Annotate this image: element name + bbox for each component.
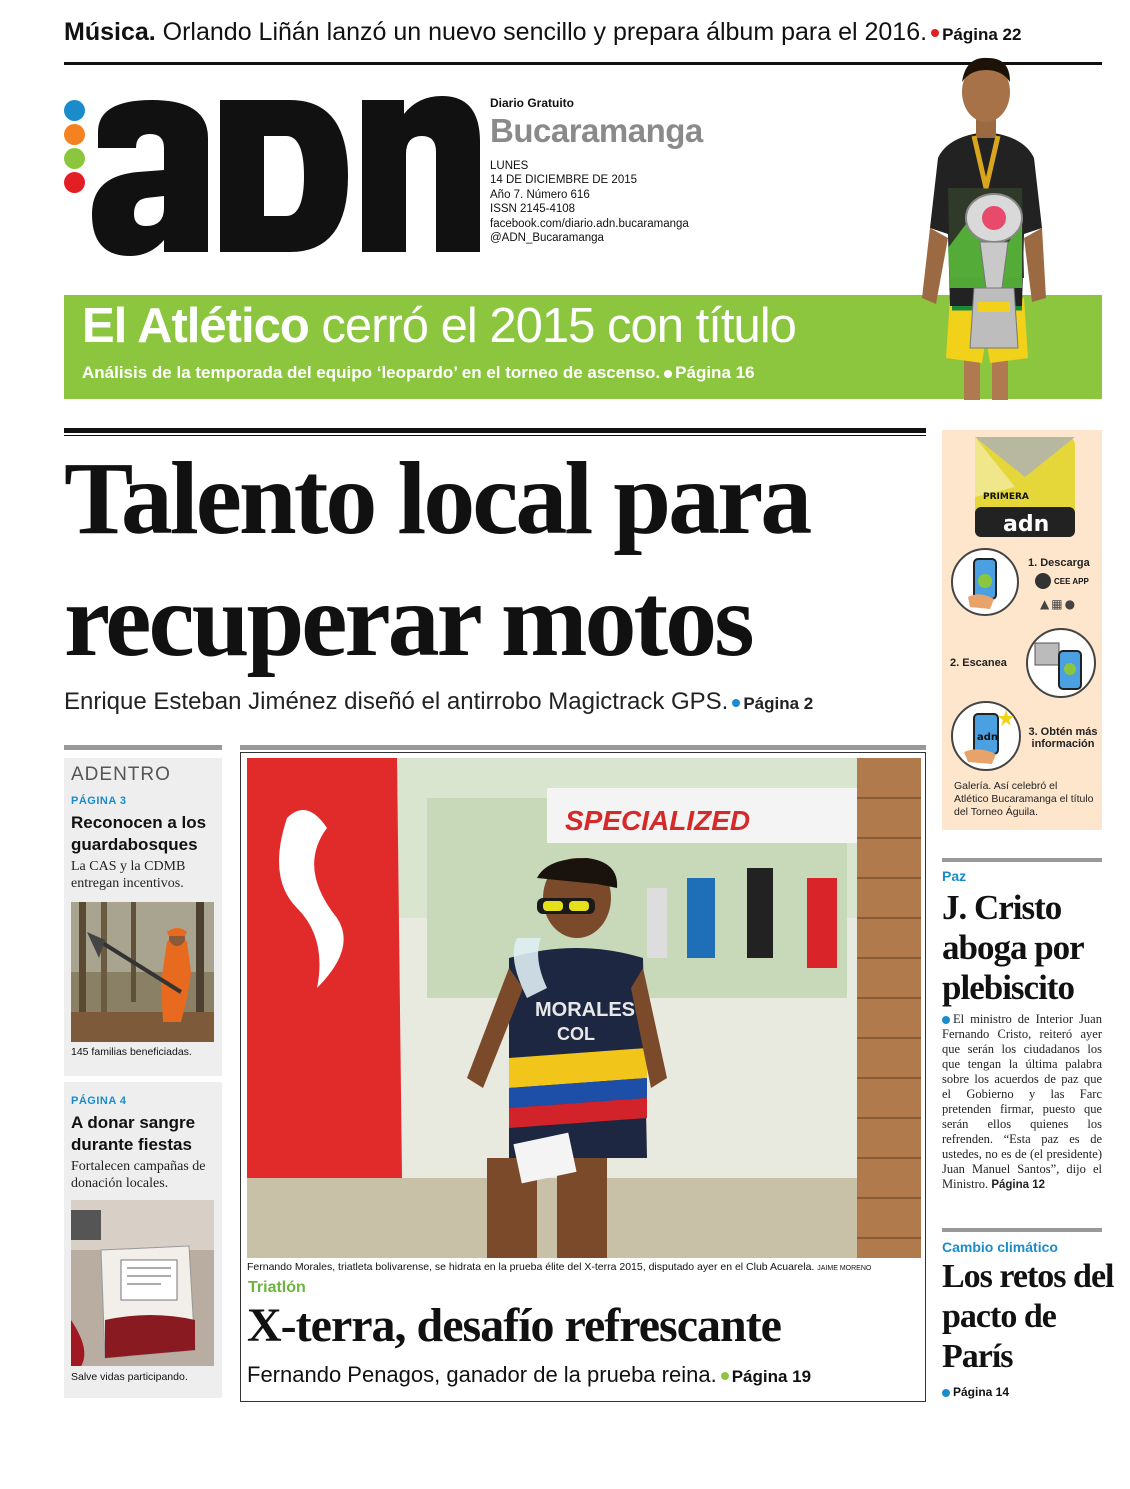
teaser-text: Orlando Liñán lanzó un nuevo sencillo y prepara álbum para el 2016. [162, 18, 928, 46]
bullet-icon [721, 1372, 729, 1380]
photo-kicker: Triatlón [248, 1279, 306, 1296]
photo-rule [240, 745, 926, 750]
player-trophy-photo [918, 48, 1053, 400]
teaser-section: Música. [64, 18, 156, 46]
main-rule-thin [64, 435, 926, 436]
photo-headline[interactable]: X-terra, desafío refrescante [247, 1299, 781, 1352]
main-headline[interactable]: Talento local para recuperar motos [64, 441, 810, 678]
adentro-page-1: PÁGINA 3 [71, 795, 127, 807]
platform-icons: ▲▦● [1040, 597, 1078, 611]
bullet-icon [664, 370, 672, 378]
city-name: Bucaramanga [490, 111, 703, 149]
bullet-icon [942, 1016, 950, 1024]
adentro-title-2: A donar sangre durante fiestas [71, 1113, 196, 1154]
twitter-link[interactable]: @ADN_Bucaramanga [490, 232, 604, 244]
issue-day: LUNES [490, 159, 529, 172]
adentro-caption-2: Salve vidas participando. [71, 1371, 188, 1383]
promo-logo: adn [1003, 512, 1050, 537]
side-page-1: Página 12 [991, 1179, 1046, 1191]
adentro-page-2: PÁGINA 4 [71, 1095, 127, 1107]
photo-credit: JAIME MORENO [817, 1265, 872, 1272]
adn-logo[interactable] [90, 96, 482, 258]
adentro-rule [64, 745, 222, 750]
photo-caption: Fernando Morales, triatleta bolivarense, se hidrata en la prueba élite del X-terra 2015, disputado ayer en el Club Acuarela. JAIME MORENO [247, 1261, 872, 1273]
side-page-2: Página 14 [942, 1385, 1009, 1399]
bullet-icon [732, 699, 740, 707]
logo-dot-green [64, 148, 85, 169]
step-2-label: 2. Escanea [950, 657, 1007, 669]
adentro-title-1: Reconocen a los guardabosques [71, 813, 207, 854]
adentro-label: ADENTRO [71, 764, 171, 785]
logo-dot-red [64, 172, 85, 193]
side-headline-1[interactable]: J. Cristo aboga por plebiscito [942, 888, 1084, 1007]
blood-bag-photo [71, 1200, 214, 1366]
issue-date: 14 DE DICIEMBRE DE 2015 [490, 174, 638, 186]
logo-dot-orange [64, 124, 85, 145]
info-step-logo: adn [977, 732, 999, 743]
cee-app-icon [1035, 573, 1051, 589]
facebook-link[interactable]: facebook.com/diario.adn.bucaramanga [490, 217, 689, 230]
adentro-text-2: Fortalecen campañas de donación locales. [71, 1159, 206, 1191]
banner-subhead: Análisis de la temporada del equipo ‘leopardo’ en el torneo de ascenso. Página 16 [82, 363, 755, 382]
cee-app-label: CEE APP [1054, 577, 1089, 586]
primera-adn-logo [975, 437, 1075, 537]
arch-banner-text: SPECIALIZED [565, 805, 751, 836]
side-headline-2[interactable]: Los retos del pacto de París [942, 1258, 1114, 1375]
info-step-icon [950, 700, 1022, 772]
bullet-icon [931, 29, 939, 37]
gallery-note: Galería. Así celebró el Atlético Bucaramanga el título del Torneo Águila. [954, 780, 1094, 818]
side-kicker-2: Cambio climático [942, 1239, 1058, 1255]
banner-page: Página 16 [675, 363, 755, 382]
main-rule [64, 428, 926, 433]
side-rule-1 [942, 858, 1102, 862]
adentro-caption-1: 145 familias beneficiadas. [71, 1046, 192, 1058]
issue-number: Año 7. Número 616 [490, 188, 590, 201]
banner-headline: El Atlético cerró el 2015 con título [82, 299, 796, 353]
logo-dot-blue [64, 100, 85, 121]
side-kicker-1: Paz [942, 868, 967, 884]
bib-name-text: MORALES [535, 999, 635, 1021]
side-rule-2 [942, 1228, 1102, 1232]
photo-deck: Fernando Penagos, ganador de la prueba reina. Página 19 [247, 1362, 812, 1387]
main-page: Página 2 [743, 694, 814, 713]
bib-country-text: COL [557, 1024, 595, 1044]
main-deck: Enrique Esteban Jiménez diseñó el antirrobo Magictrack GPS. Página 2 [64, 688, 814, 715]
forest-ranger-photo [71, 902, 214, 1042]
download-step-icon [950, 547, 1020, 617]
issn: ISSN 2145-4108 [490, 203, 576, 215]
step-1-label: 1. Descarga [1028, 557, 1090, 569]
primera-badge: PRIMERA [983, 492, 1029, 502]
tagline: Diario Gratuito [490, 96, 575, 110]
side-body-1: El ministro de Interior Juan Fernando Cristo, reiteró ayer que serán los ciudadanos los que tengan la última palabra sobre los acuerdos de paz que el Gobierno y las Farc pretenden firmar, puesto que serán ellos quienes los refrenden. “Esta paz es de ustedes, no es de (el presidente) Juan Manuel Santos”, dijo el Ministro. Página 12 [942, 1012, 1102, 1191]
masthead-info [490, 96, 820, 246]
teaser-page: Página 22 [942, 25, 1022, 44]
adentro-text-1: La CAS y la CDMB entregan incentivos. [71, 859, 186, 891]
photo-page: Página 19 [731, 1367, 812, 1386]
triathlete-photo [247, 758, 921, 1258]
bullet-icon [942, 1389, 950, 1397]
scan-step-icon [1025, 627, 1097, 699]
step-3-label: 3. Obtén más información [1028, 726, 1098, 750]
